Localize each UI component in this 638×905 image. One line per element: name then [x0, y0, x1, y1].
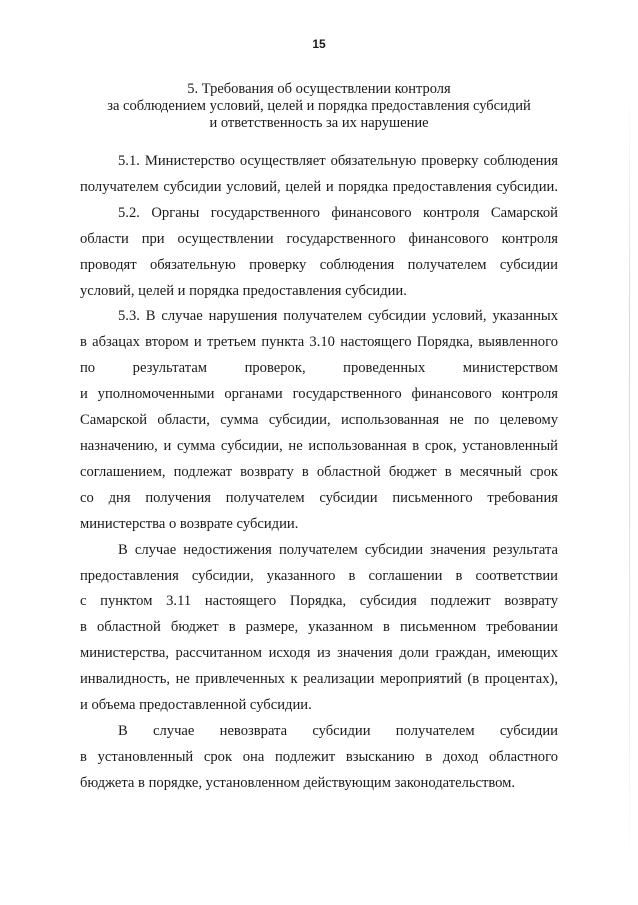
text-line: по результатам проверок, проведенных министерством [80, 360, 558, 377]
text-line: Самарской области, сумма субсидии, использованная не по целевому [80, 412, 558, 429]
text-line: предоставления субсидии, указанного в соглашении в соответствии [80, 567, 558, 584]
text-line: В случае недостижения получателем субсидии значения результата [118, 541, 558, 558]
text-line: бюджета в порядке, установленном действующим законодательством. [80, 774, 516, 791]
paragraph-5-2 [80, 201, 558, 305]
paragraph-5-3 [80, 304, 558, 537]
text-line: министерства о возврате субсидии. [80, 515, 299, 532]
text-line: соглашением, подлежат возврату в областной бюджет в месячный срок [80, 463, 558, 480]
paragraph-nedostizhenie [80, 538, 558, 719]
text-line: министерства, рассчитанном исходя из значения доли граждан, имеющих [80, 645, 558, 662]
text-line: 5.1. Министерство осуществляет обязательную проверку соблюдения [118, 153, 558, 169]
text-line: В случае невозврата субсидии получателем субсидии [118, 722, 558, 739]
text-line: назначению, и сумма субсидии, не использованная в срок, установленный [80, 437, 558, 454]
text-line: проводят обязательную проверку соблюдения получателем субсидии [80, 256, 558, 273]
text-line: 5.3. В случае нарушения получателем субсидии условий, указанных [118, 308, 558, 325]
paragraph-5-1 [80, 149, 558, 201]
section-title-line-3: и ответственность за их нарушение [209, 115, 429, 131]
text-line: условий, целей и порядка предоставления субсидии. [80, 282, 407, 299]
scan-edge-line [629, 90, 630, 870]
text-line: в областной бюджет в размере, указанном в письменном требовании [80, 619, 558, 636]
text-line: и уполномоченными органами государственного финансового контроля [80, 386, 558, 403]
page-number: 15 [312, 37, 326, 51]
text-line: области при осуществлении государственного финансового контроля [80, 230, 558, 247]
section-title [60, 81, 578, 132]
text-line: со дня получения получателем субсидии письменного требования [80, 489, 558, 506]
text-line: получателем субсидии условий, целей и порядка предоставления субсидии. [80, 178, 558, 195]
section-title-line-1: 5. Требования об осуществлении контроля [187, 81, 451, 97]
text-line: инвалидность, не привлеченных к реализации мероприятий (в процентах), [80, 671, 558, 688]
text-line: в установленный срок она подлежит взысканию в доход областного [80, 748, 558, 765]
text-line: 5.2. Органы государственного финансового контроля Самарской [118, 204, 558, 221]
document-body [80, 149, 558, 797]
section-title-line-2: за соблюдением условий, целей и порядка предоставления субсидий [107, 98, 531, 114]
text-line: с пунктом 3.11 настоящего Порядка, субсидия подлежит возврату [80, 593, 558, 610]
text-line: в абзацах втором и третьем пункта 3.10 настоящего Порядка, выявленного [80, 334, 558, 351]
paragraph-nevozvrat [80, 719, 558, 797]
text-line: и объема предоставленной субсидии. [80, 697, 312, 714]
